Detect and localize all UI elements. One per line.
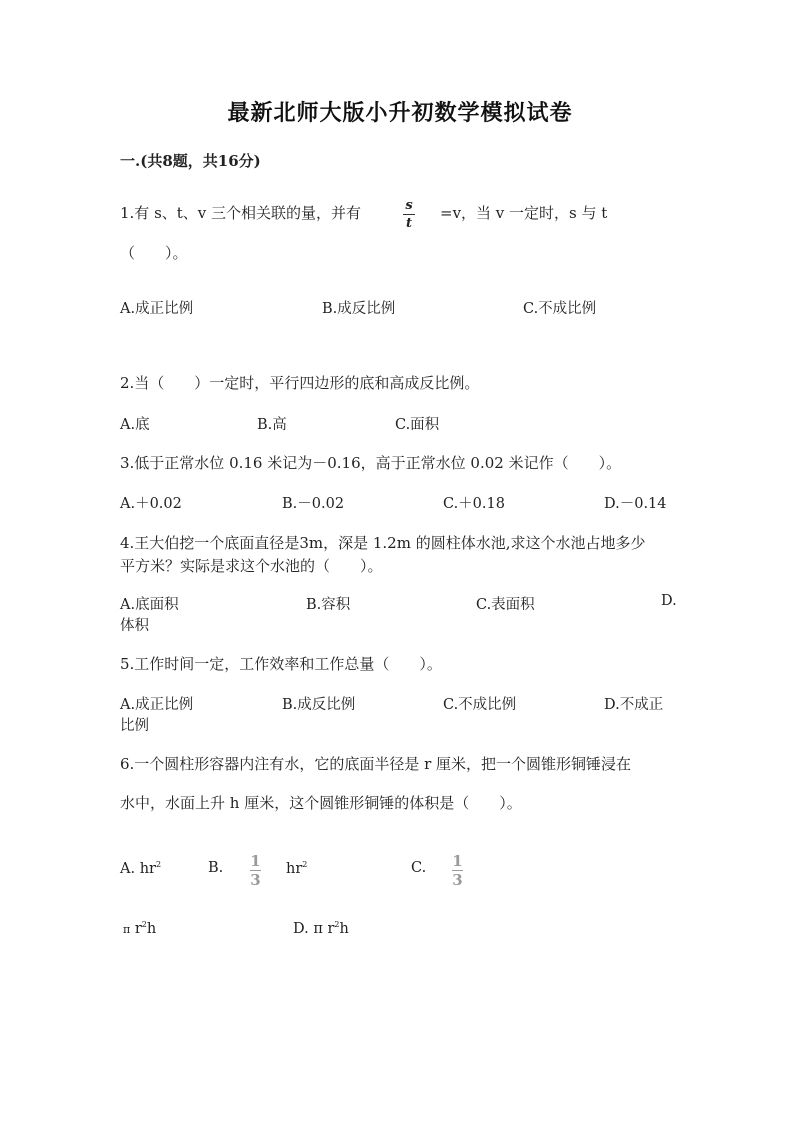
q5-text: 5.工作时间一定，工作效率和工作总量（ ）。 (120, 655, 442, 673)
q1-fraction-denominator: t (405, 216, 412, 231)
q6-option-c-fraction-denominator: 3 (452, 871, 463, 889)
q6-option-a[interactable] (120, 860, 161, 877)
q4-option-c[interactable]: C.表面积 (476, 597, 535, 613)
q6-option-b-label[interactable]: B. (208, 860, 224, 876)
q4-option-d[interactable]: D. (661, 593, 677, 609)
q3-option-b[interactable]: B.－0.02 (282, 496, 345, 512)
q2-option-c[interactable]: C.面积 (395, 417, 440, 433)
q6-option-a-text: A. hr (120, 860, 156, 877)
page-title: 最新北师大版小升初数学模拟试卷 (227, 100, 573, 126)
q1-text-line2: （ ）。 (120, 244, 188, 262)
q6-option-c-pi: π (123, 922, 131, 936)
q6-text-line2: 水中，水面上升 h 厘米，这个圆锥形铜锤的体积是（ ）。 (120, 794, 522, 812)
q5-option-b[interactable]: B.成反比例 (282, 697, 356, 713)
q6-option-b-fraction-numerator: 1 (250, 852, 261, 870)
q4-text-line1: 4.王大伯挖一个底面直径是3m，深是 1.2m 的圆柱体水池,求这个水池占地多少 (120, 534, 646, 552)
q3-option-c[interactable]: C.＋0.18 (443, 496, 505, 512)
q6-option-d-exponent: 2 (334, 920, 340, 929)
q5-option-a[interactable]: A.成正比例 (120, 697, 194, 713)
q6-option-c-h: h (146, 920, 157, 937)
q6-option-d[interactable] (293, 920, 349, 937)
q1-option-a[interactable]: A.成正比例 (120, 301, 194, 317)
q4-text-line2: 平方米？实际是求这个水池的（ ）。 (120, 557, 383, 575)
q1-fraction-bar (403, 214, 415, 215)
q5-option-d-wrap[interactable]: 比例 (120, 718, 149, 734)
q5-option-d[interactable]: D.不成正 (604, 697, 664, 713)
q6-option-d-h: h (339, 920, 349, 937)
q3-option-d[interactable]: D.－0.14 (604, 496, 667, 512)
q1-option-c[interactable]: C.不成比例 (523, 301, 597, 317)
q2-option-b[interactable]: B.高 (257, 417, 287, 433)
q6-option-b-text-main: hr (286, 860, 303, 877)
q5-option-c[interactable]: C.不成比例 (443, 697, 517, 713)
q1-fraction (403, 198, 415, 231)
q6-option-b-exponent: 2 (302, 860, 308, 869)
q6-option-b-fraction-denominator: 3 (250, 871, 261, 889)
q6-option-b-text[interactable] (286, 860, 307, 877)
q4-option-a[interactable]: A.底面积 (120, 597, 179, 613)
q6-option-c-fraction-numerator: 1 (452, 852, 463, 870)
q6-text-line1: 6.一个圆柱形容器内注有水，它的底面半径是 r 厘米，把一个圆锥形铜锤浸在 (120, 755, 632, 773)
q2-text: 2.当（ ）一定时，平行四边形的底和高成反比例。 (120, 374, 480, 392)
q1-text-part2: =v，当 v 一定时，s 与 t (440, 204, 608, 222)
q6-option-c-wrap[interactable] (123, 920, 156, 937)
q1-fraction-numerator: s (405, 198, 413, 213)
q4-option-b[interactable]: B.容积 (306, 597, 351, 613)
q2-option-a[interactable]: A.底 (120, 417, 150, 433)
q6-option-d-text: D. π r (293, 920, 335, 937)
q6-option-c-exponent: 2 (141, 920, 147, 929)
q3-text: 3.低于正常水位 0.16 米记为－0.16，高于正常水位 0.02 米记作（ ）。 (120, 454, 622, 472)
q6-option-a-exponent: 2 (155, 860, 162, 869)
q3-option-a[interactable]: A.＋0.02 (120, 496, 182, 512)
section-heading: 一.(共8题，共16分) (120, 152, 261, 170)
q6-option-c-fraction (452, 853, 463, 888)
q1-text-part1: 1.有 s、t、v 三个相关联的量，并有 (120, 204, 362, 222)
q1-option-b[interactable]: B.成反比例 (322, 301, 396, 317)
q6-option-b-fraction (250, 853, 261, 888)
q6-option-c-r: r (134, 920, 142, 937)
q4-option-d-wrap[interactable]: 体积 (120, 618, 149, 634)
q6-option-c-label[interactable]: C. (411, 860, 427, 876)
